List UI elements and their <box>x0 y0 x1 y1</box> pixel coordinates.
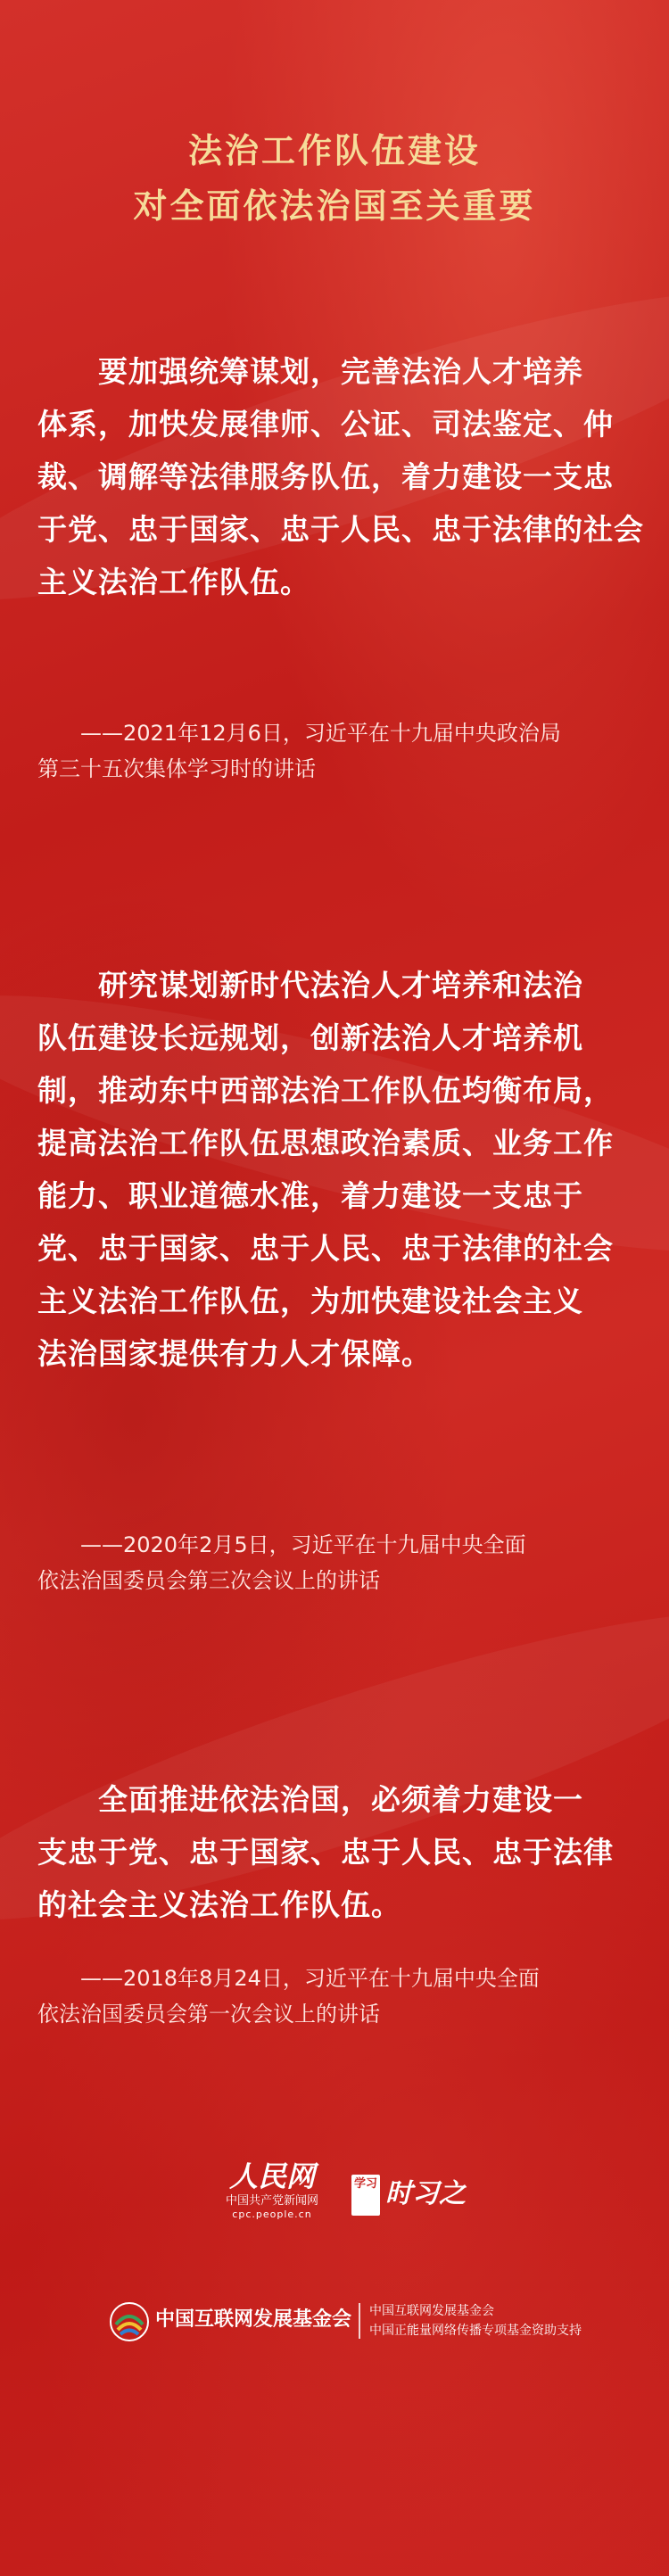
rmw-subtitle: 中国共产党新闻网 <box>225 2194 318 2208</box>
quote-line: 支忠于党、忠于国家、忠于人民、忠于法律 <box>37 1835 614 1870</box>
quote-line: 制，推动东中西部法治工作队伍均衡布局， <box>37 1073 614 1108</box>
quote-line: 要加强统筹谋划，完善法治人才培养 <box>37 354 583 389</box>
quote-line: 主义法治工作队伍，为加快建设社会主义 <box>37 1284 583 1318</box>
foundation-info <box>369 2301 582 2341</box>
quote-1 <box>37 345 644 608</box>
source-line: ——2020年2月5日，习近平在十九届中央全面 <box>37 1532 526 1557</box>
source-line: 第三十五次集体学习时的讲话 <box>37 756 316 781</box>
quote-line: 队伍建设长远规划，创新法治人才培养机 <box>37 1020 583 1055</box>
rmw-url: cpc.people.cn <box>232 2209 312 2220</box>
quote-line: 的社会主义法治工作队伍。 <box>37 1887 401 1922</box>
rmw-logo-mark: 人民网 <box>228 2159 315 2193</box>
quote-line: 提高法治工作队伍思想政治素质、业务工作 <box>37 1126 614 1160</box>
quote-line: 主义法治工作队伍。 <box>37 565 310 599</box>
xue-badge: 学习 <box>351 2175 380 2216</box>
foundation-credit <box>109 2298 608 2348</box>
quote-2 <box>37 959 635 1380</box>
source-3 <box>37 1961 635 2032</box>
quote-line: 于党、忠于国家、忠于人民、忠于法律的社会 <box>37 512 644 547</box>
foundation-info-line-1: 中国互联网发展基金会 <box>369 2304 494 2318</box>
page-title <box>0 123 669 234</box>
footer-logos <box>0 2159 669 2266</box>
source-line: 依法治国委员会第一次会议上的讲话 <box>37 2002 380 2027</box>
source-line: ——2021年12月6日，习近平在十九届中央政治局 <box>37 721 561 746</box>
foundation-name: 中国互联网发展基金会 <box>155 2308 352 2331</box>
people-daily-logo <box>214 2159 330 2221</box>
quote-line: 党、忠于国家、忠于人民、忠于法律的社会 <box>37 1231 614 1266</box>
shixi-logo: 时习之 <box>385 2178 466 2209</box>
quote-line: 全面推进依法治国，必须着力建设一 <box>37 1782 583 1817</box>
source-line: ——2018年8月24日，习近平在十九届中央全面 <box>37 1966 540 1991</box>
quote-line: 体系，加快发展律师、公证、司法鉴定、仲 <box>37 407 614 442</box>
quote-line: 裁、调解等法律服务队伍，着力建设一支忠 <box>37 459 614 494</box>
title-line-1: 法治工作队伍建设 <box>187 131 481 170</box>
title-line-2: 对全面依法治国至关重要 <box>133 186 536 226</box>
quote-line: 研究谋划新时代法治人才培养和法治 <box>37 968 583 1003</box>
source-line: 依法治国委员会第三次会议上的讲话 <box>37 1568 380 1593</box>
divider <box>359 2303 360 2339</box>
quote-3 <box>37 1773 635 1931</box>
quote-line: 法治国家提供有力人才保障。 <box>37 1336 432 1371</box>
foundation-logo-icon <box>109 2301 150 2342</box>
foundation-info-line-2: 中国正能量网络传播专项基金资助支持 <box>369 2324 582 2338</box>
source-1 <box>37 715 635 787</box>
quote-line: 能力、职业道德水准，着力建设一支忠于 <box>37 1178 583 1213</box>
source-2 <box>37 1527 635 1598</box>
